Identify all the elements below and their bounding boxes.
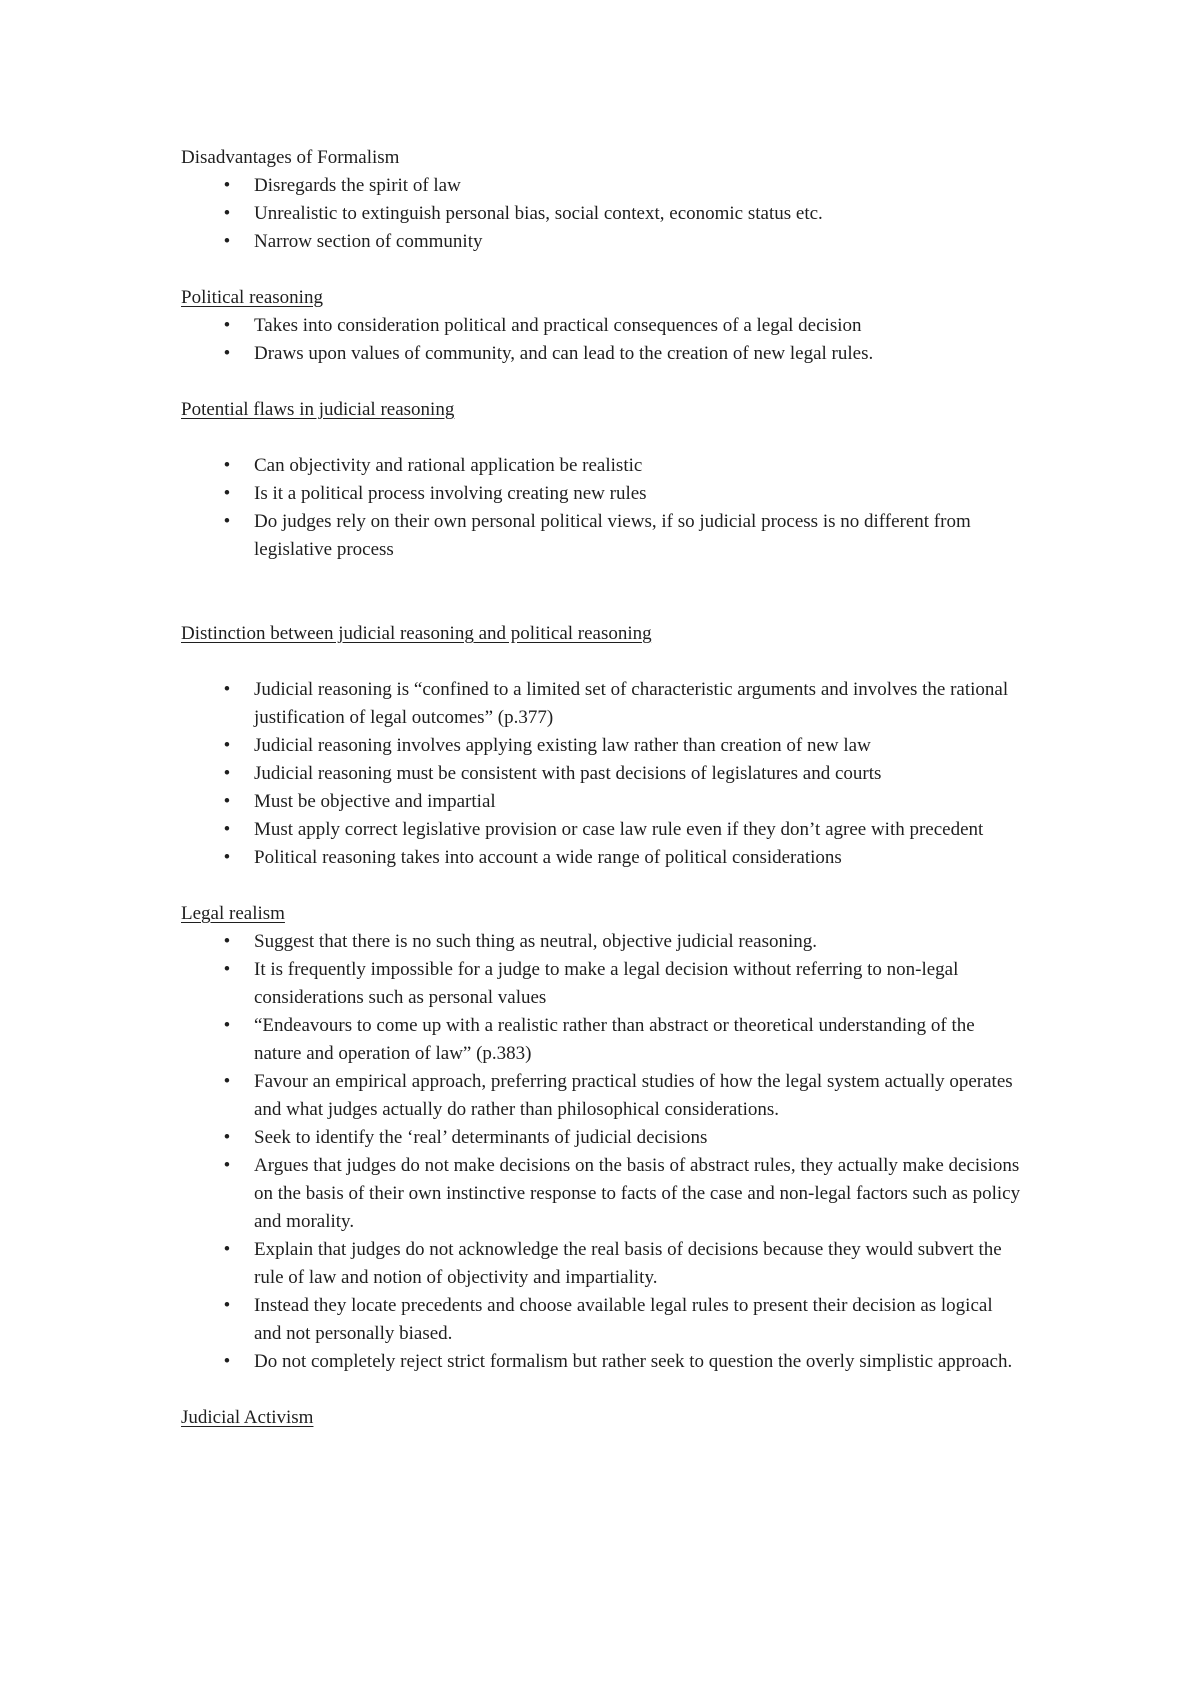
list-item-text: Political reasoning takes into account a wide range of political considerations xyxy=(254,847,842,868)
spacer xyxy=(181,648,1021,676)
bullet-icon: • xyxy=(223,1295,231,1316)
bullet-icon: • xyxy=(223,931,231,952)
bullet-list xyxy=(181,172,1021,256)
list-item xyxy=(181,452,1021,480)
list-item xyxy=(181,312,1021,340)
bullet-icon: • xyxy=(223,959,231,980)
list-item-text: Judicial reasoning must be consistent with past decisions of legislatures and courts xyxy=(254,763,882,784)
bullet-icon: • xyxy=(223,343,231,364)
list-item-text: Narrow section of community xyxy=(254,231,483,252)
list-item xyxy=(181,788,1021,816)
bullet-list xyxy=(181,312,1021,368)
section xyxy=(181,900,1021,1376)
bullet-icon: • xyxy=(223,455,231,476)
list-item xyxy=(181,1124,1021,1152)
bullet-icon: • xyxy=(223,1127,231,1148)
list-item xyxy=(181,928,1021,956)
list-item xyxy=(181,676,1021,732)
bullet-icon: • xyxy=(223,791,231,812)
list-item-text: Explain that judges do not acknowledge the real basis of decisions because they would subvert the rule of law and notion of objectivity and impartiality. xyxy=(254,1239,1002,1288)
bullet-icon: • xyxy=(223,511,231,532)
list-item xyxy=(181,844,1021,872)
bullet-icon: • xyxy=(223,1239,231,1260)
list-item xyxy=(181,760,1021,788)
bullet-icon: • xyxy=(223,231,231,252)
bullet-icon: • xyxy=(223,1015,231,1036)
list-item xyxy=(181,480,1021,508)
bullet-icon: • xyxy=(223,1351,231,1372)
list-item-text: Draws upon values of community, and can lead to the creation of new legal rules. xyxy=(254,343,874,364)
list-item xyxy=(181,1012,1021,1068)
section xyxy=(181,396,1021,564)
bullet-icon: • xyxy=(223,819,231,840)
list-item-text: Do not completely reject strict formalism but rather seek to question the overly simplistic approach. xyxy=(254,1351,1013,1372)
list-item xyxy=(181,200,1021,228)
section-heading: Distinction between judicial reasoning and political reasoning xyxy=(181,623,652,644)
list-item xyxy=(181,1152,1021,1236)
list-item xyxy=(181,1292,1021,1348)
list-item xyxy=(181,1236,1021,1292)
bullet-icon: • xyxy=(223,1155,231,1176)
spacer xyxy=(181,1376,1021,1404)
section xyxy=(181,620,1021,872)
list-item-text: Is it a political process involving creating new rules xyxy=(254,483,647,504)
section-heading: Political reasoning xyxy=(181,287,323,308)
section xyxy=(181,284,1021,368)
spacer xyxy=(181,872,1021,900)
section-heading: Judicial Activism xyxy=(181,1407,314,1428)
bullet-list xyxy=(181,452,1021,564)
bullet-icon: • xyxy=(223,203,231,224)
section xyxy=(181,144,1021,256)
list-item-text: It is frequently impossible for a judge to make a legal decision without referring to non-legal considerations such as personal values xyxy=(254,959,959,1008)
list-item-text: “Endeavours to come up with a realistic rather than abstract or theoretical understanding of the nature and operation of law” (p.383) xyxy=(254,1015,975,1064)
list-item-text: Unrealistic to extinguish personal bias, social context, economic status etc. xyxy=(254,203,823,224)
list-item xyxy=(181,956,1021,1012)
spacer xyxy=(181,368,1021,396)
list-item-text: Judicial reasoning is “confined to a limited set of characteristic arguments and involves the rational justification of legal outcomes” (p.377) xyxy=(254,679,1009,728)
bullet-icon: • xyxy=(223,315,231,336)
section-heading: Legal realism xyxy=(181,903,285,924)
bullet-icon: • xyxy=(223,847,231,868)
bullet-icon: • xyxy=(223,763,231,784)
list-item xyxy=(181,732,1021,760)
list-item-text: Favour an empirical approach, preferring practical studies of how the legal system actually operates and what judges actually do rather than philosophical considerations. xyxy=(254,1071,1013,1120)
section-heading: Disadvantages of Formalism xyxy=(181,147,400,168)
list-item-text: Instead they locate precedents and choose available legal rules to present their decision as logical and not personally biased. xyxy=(254,1295,993,1344)
list-item-text: Disregards the spirit of law xyxy=(254,175,461,196)
spacer xyxy=(181,256,1021,284)
section-heading: Potential flaws in judicial reasoning xyxy=(181,399,455,420)
document-page xyxy=(181,144,1021,1432)
list-item xyxy=(181,228,1021,256)
bullet-list xyxy=(181,928,1021,1376)
list-item-text: Must be objective and impartial xyxy=(254,791,496,812)
spacer xyxy=(181,564,1021,620)
list-item-text: Argues that judges do not make decisions on the basis of abstract rules, they actually make decisions on the basis of their own instinctive response to facts of the case and non-legal factors such as policy and morality. xyxy=(254,1155,1021,1232)
spacer xyxy=(181,424,1021,452)
list-item xyxy=(181,816,1021,844)
list-item-text: Can objectivity and rational application be realistic xyxy=(254,455,643,476)
bullet-icon: • xyxy=(223,735,231,756)
bullet-list xyxy=(181,676,1021,872)
list-item-text: Judicial reasoning involves applying existing law rather than creation of new law xyxy=(254,735,871,756)
list-item xyxy=(181,1348,1021,1376)
section xyxy=(181,1404,1021,1432)
list-item xyxy=(181,508,1021,564)
list-item-text: Do judges rely on their own personal political views, if so judicial process is no different from legislative process xyxy=(254,511,971,560)
bullet-icon: • xyxy=(223,483,231,504)
bullet-icon: • xyxy=(223,1071,231,1092)
list-item xyxy=(181,1068,1021,1124)
list-item-text: Must apply correct legislative provision or case law rule even if they don’t agree with precedent xyxy=(254,819,984,840)
list-item-text: Takes into consideration political and practical consequences of a legal decision xyxy=(254,315,862,336)
list-item xyxy=(181,340,1021,368)
bullet-icon: • xyxy=(223,175,231,196)
list-item xyxy=(181,172,1021,200)
list-item-text: Suggest that there is no such thing as neutral, objective judicial reasoning. xyxy=(254,931,818,952)
list-item-text: Seek to identify the ‘real’ determinants of judicial decisions xyxy=(254,1127,708,1148)
bullet-icon: • xyxy=(223,679,231,700)
